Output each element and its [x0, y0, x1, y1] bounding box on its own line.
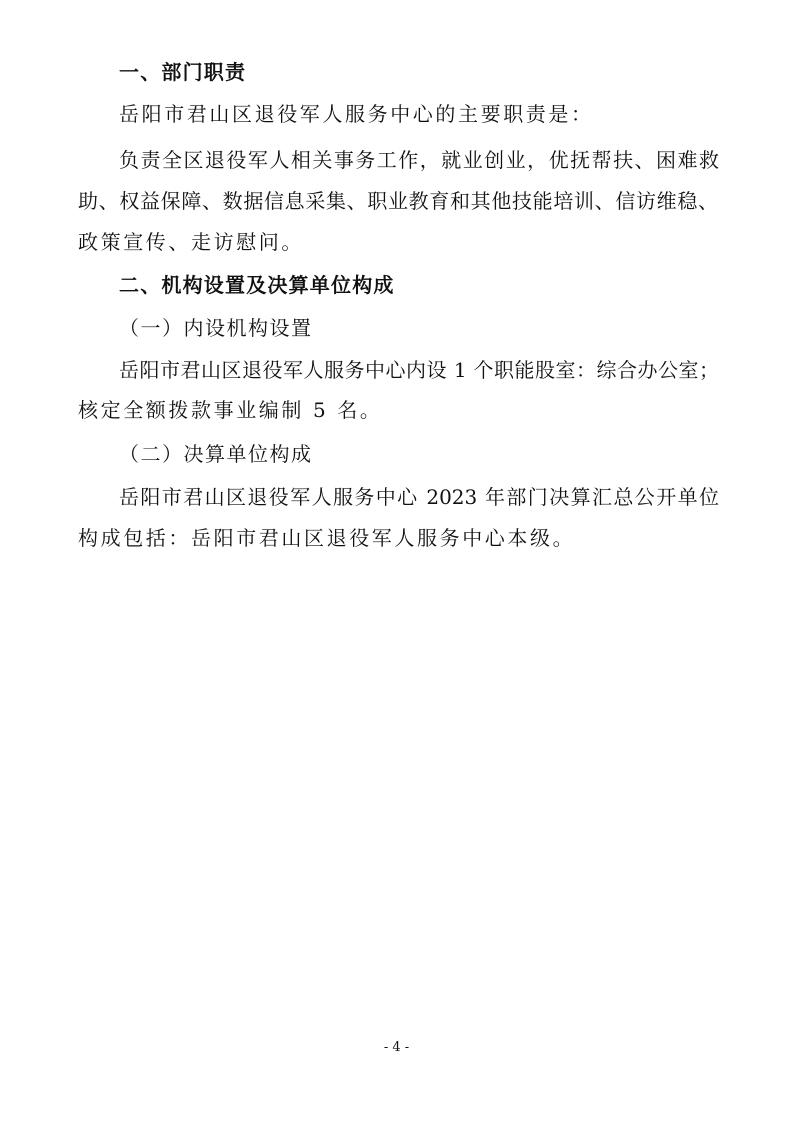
duties-line: 助、权益保障、数据信息采集、职业教育和其他技能培训、信访维稳、: [78, 189, 718, 213]
units-line: 构成包括：岳阳市君山区退役军人服务中心本级。: [78, 526, 576, 550]
duties-intro: 岳阳市君山区退役军人服务中心的主要职责是：: [119, 102, 594, 126]
internal-structure-line: 岳阳市君山区退役军人服务中心内设 1 个职能股室：综合办公室；: [119, 358, 719, 382]
internal-structure-line: 核定全额拨款事业编制 5 名。: [78, 398, 383, 422]
subsection-heading-units: （二）决算单位构成: [119, 442, 313, 466]
units-line: 岳阳市君山区退役军人服务中心 2023 年部门决算汇总公开单位: [119, 485, 719, 509]
duties-line: 负责全区退役军人相关事务工作，就业创业，优抚帮扶、困难救: [119, 148, 719, 172]
section-heading-structure: 二、机构设置及决算单位构成: [119, 273, 395, 297]
section-heading-duties: 一、部门职责: [119, 60, 247, 84]
page-number: - 4 -: [383, 1040, 410, 1055]
subsection-heading-internal: （一）内设机构设置: [119, 316, 313, 340]
duties-line: 政策宣传、走访慰问。: [78, 230, 304, 254]
